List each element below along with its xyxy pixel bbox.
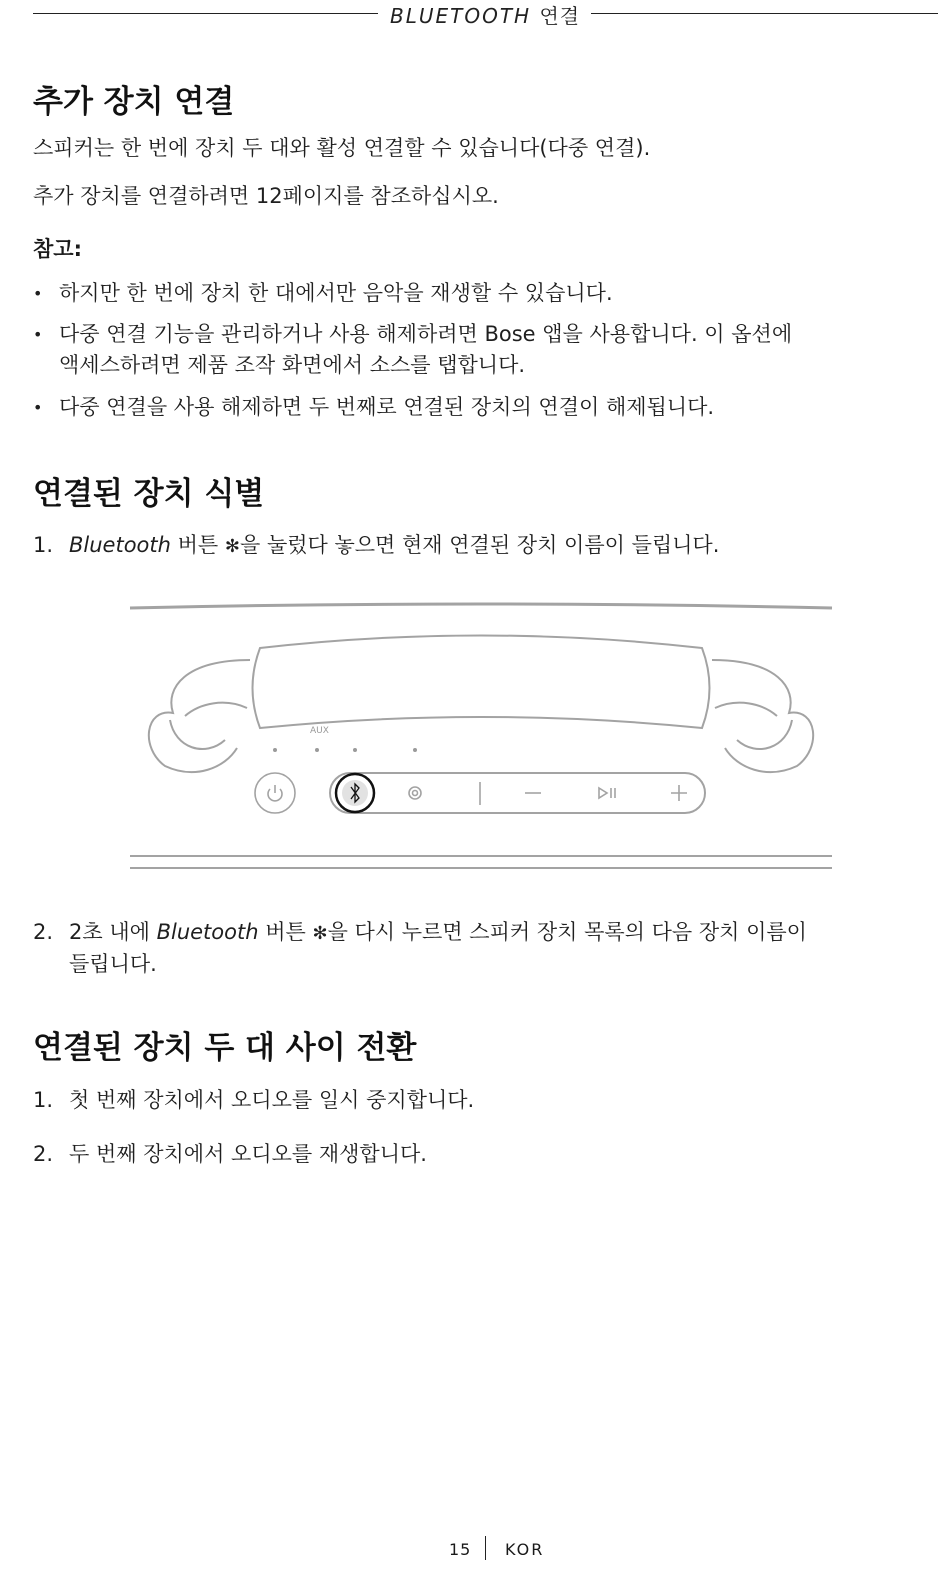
- section-heading-add-device: 추가 장치 연결: [33, 84, 235, 120]
- bluetooth-brand-text: Bluetooth: [156, 920, 259, 944]
- bullet-dot: •: [33, 284, 43, 303]
- bullet-text: 다중 연결을 사용 해제하면 두 번째로 연결된 장치의 연결이 해제됩니다.: [59, 395, 715, 419]
- step-item: [33, 530, 938, 562]
- step-number: 2.: [33, 1142, 54, 1166]
- handle-right-loop: [712, 660, 813, 772]
- note-bullet: [33, 392, 938, 423]
- led-indicator: [413, 748, 417, 752]
- led-indicator: [315, 748, 319, 752]
- source-icon: [409, 787, 421, 799]
- step-text: 두 번째 장치에서 오디오를 재생합니다.: [69, 1142, 427, 1166]
- step-text-part: 버튼: [258, 920, 313, 944]
- step-text-part: 을 다시 누르면 스피커 장치 목록의 다음 장치 이름이: [327, 920, 807, 944]
- speaker-illustration: [125, 598, 837, 878]
- handle-band: [253, 636, 710, 729]
- bullet-text-line1: 다중 연결 기능을 관리하거나 사용 해제하려면 Bose 앱을 사용합니다. 이 옵션에: [59, 322, 793, 346]
- bullet-text-line2: 액세스하려면 제품 조작 화면에서 소스를 탭합니다.: [59, 353, 526, 377]
- volume-up-icon: [671, 785, 687, 801]
- step-number: 2.: [33, 920, 54, 944]
- bluetooth-icon: ✻: [312, 923, 328, 944]
- step-number: 1.: [33, 533, 54, 557]
- footer-divider: [485, 1536, 486, 1560]
- header-rule-left: [33, 13, 378, 14]
- step-text: 첫 번째 장치에서 오디오를 일시 중지합니다.: [69, 1088, 475, 1112]
- power-icon: [268, 785, 282, 801]
- speaker-top-edge: [130, 604, 832, 608]
- header-rule-right: [591, 13, 938, 14]
- bullet-text: 하지만 한 번에 장치 한 대에서만 음악을 재생할 수 있습니다.: [59, 281, 613, 305]
- page-header: [33, 0, 938, 28]
- note-bullet: [33, 319, 938, 381]
- step-text-line1: [69, 917, 938, 949]
- handle-left-loop: [149, 660, 250, 772]
- bluetooth-icon: ✻: [224, 536, 240, 557]
- header-title: [390, 0, 580, 29]
- handle-right-inner: [715, 703, 792, 749]
- aux-label: AUX: [310, 726, 329, 736]
- page-number: 15: [449, 1540, 472, 1559]
- header-title-en: BLUETOOTH: [390, 4, 532, 28]
- step-item: [33, 917, 938, 979]
- step-item: [33, 1085, 938, 1115]
- bluetooth-brand-text: Bluetooth: [69, 533, 171, 557]
- control-panel: [330, 773, 705, 813]
- paragraph-multipoint: 스피커는 한 번에 장치 두 대와 활성 연결할 수 있습니다(다중 연결).: [33, 136, 651, 160]
- step-number: 1.: [33, 1088, 54, 1112]
- step-text: [69, 530, 938, 562]
- step-text-part: 2초 내에: [69, 920, 157, 944]
- section-heading-switch-devices: 연결된 장치 두 대 사이 전환: [33, 1030, 417, 1066]
- bullet-dot: •: [33, 325, 43, 344]
- led-indicator: [273, 748, 277, 752]
- led-indicators: [273, 748, 417, 752]
- step-text-part: 을 눌렀다 놓으면 현재 연결된 장치 이름이 들립니다.: [239, 533, 720, 557]
- note-bullet: [33, 278, 938, 309]
- step-text-line2: 들립니다.: [69, 952, 157, 976]
- step-text: [69, 917, 938, 979]
- led-indicator: [353, 748, 357, 752]
- bullet-dot: •: [33, 398, 43, 417]
- section-heading-identify-device: 연결된 장치 식별: [33, 476, 265, 512]
- paragraph-see-page: 추가 장치를 연결하려면 12페이지를 참조하십시오.: [33, 184, 499, 208]
- play-pause-icon: [599, 788, 615, 798]
- note-label: 참고:: [33, 237, 82, 261]
- handle-left-inner: [170, 703, 247, 749]
- language-code: KOR: [505, 1540, 545, 1559]
- page-footer: [0, 1536, 950, 1564]
- bullet-text: [59, 319, 938, 381]
- step-text-part: 버튼: [170, 533, 225, 557]
- step-item: [33, 1139, 938, 1169]
- header-title-ko: 연결: [539, 4, 581, 28]
